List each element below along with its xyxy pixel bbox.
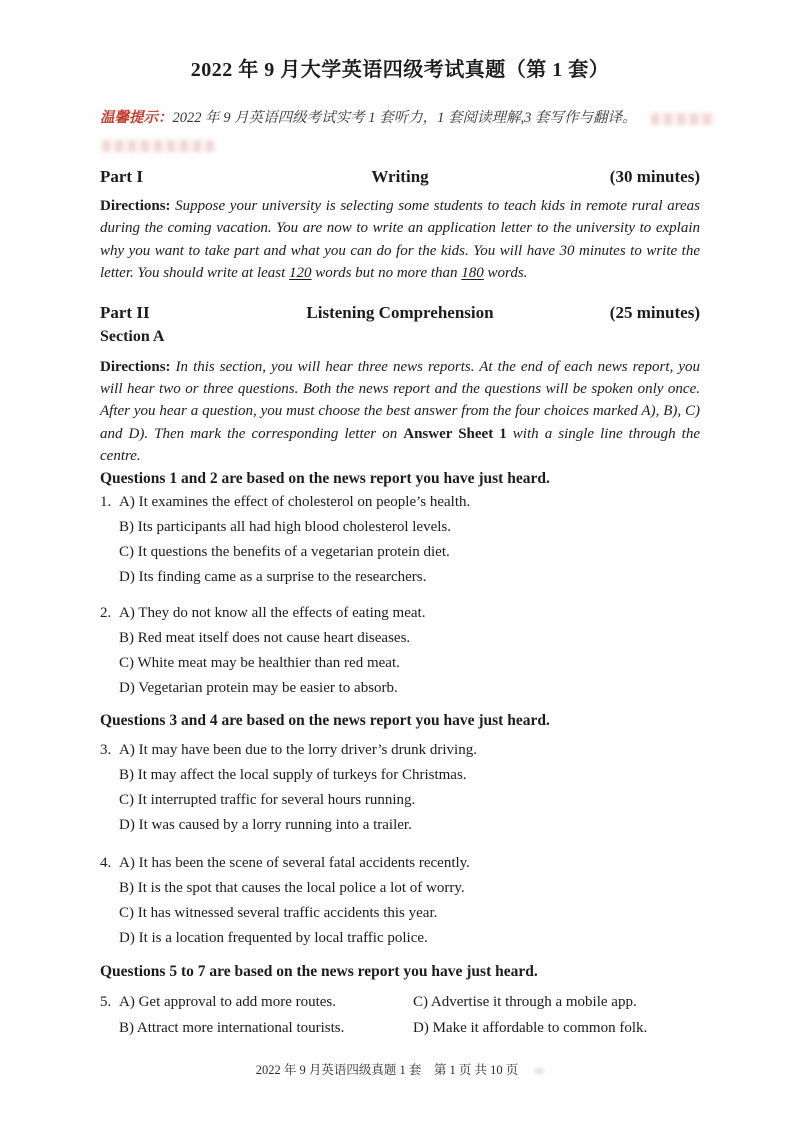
watermark-smudge-left: [102, 140, 214, 152]
option-c: C) White meat may be healthier than red meat.: [119, 654, 400, 671]
part1-title: Writing: [371, 167, 429, 186]
part1-directions-label: Directions:: [100, 198, 171, 214]
option-b: B) Its participants all had high blood cholesterol levels.: [119, 518, 452, 535]
option-d: D) Its finding came as a surprise to the researchers.: [119, 568, 427, 585]
question-number: 5.: [100, 993, 112, 1010]
question-3: [100, 738, 700, 838]
option-c: C) Advertise it through a mobile app.: [413, 993, 637, 1010]
option-a: A) Get approval to add more routes.: [119, 993, 337, 1010]
option-line: [100, 626, 700, 651]
option-line: [100, 901, 700, 926]
question-2: [100, 601, 700, 701]
option-c: C) It has witnessed several traffic accidents this year.: [119, 904, 438, 921]
question-4: [100, 851, 700, 951]
part2-directions-label: Directions:: [100, 358, 171, 375]
question-group-heading-1: Questions 1 and 2 are based on the news report you have just heard.: [100, 469, 550, 487]
option-row: [100, 1015, 700, 1041]
question-group-heading-3: Questions 5 to 7 are based on the news report you have just heard.: [100, 962, 538, 980]
option-b: B) It may affect the local supply of turkeys for Christmas.: [119, 766, 467, 783]
watermark-row: [100, 137, 700, 153]
min-word-count: 120: [289, 265, 312, 282]
option-b: B) It is the spot that causes the local police a lot of worry.: [119, 879, 465, 896]
option-d: D) It was caused by a lorry running into a trailer.: [119, 816, 412, 833]
page-footer-text: 2022 年 9 月英语四级真题 1 套 第 1 页 共 10 页: [255, 1063, 519, 1077]
option-line: [100, 813, 700, 838]
option-line: [100, 540, 700, 565]
notice-label: 温馨提示：: [100, 110, 173, 126]
option-line: [100, 738, 700, 763]
part2-title: Listening Comprehension: [306, 302, 494, 322]
option-d: D) Vegetarian protein may be easier to absorb.: [119, 679, 398, 696]
question-number: 4.: [100, 854, 112, 871]
part2-directions-text-2: with a single line through the centre.: [100, 425, 701, 465]
part2-duration: (25 minutes): [609, 302, 700, 322]
option-a: A) It may have been due to the lorry driver’s drunk driving.: [119, 741, 477, 758]
option-line: [100, 788, 700, 813]
option-line: [100, 676, 700, 701]
notice-text: 2022 年 9 月英语四级考试实考 1 套听力，1 套阅读理解,3 套写作与翻译。: [172, 110, 637, 126]
question-number: 1.: [100, 493, 112, 510]
exam-title: 2022 年 9 月大学英语四级考试真题（第 1 套）: [190, 59, 610, 81]
part1-duration: (30 minutes): [609, 167, 700, 186]
option-line: [100, 515, 700, 540]
part1-directions-text-1: Suppose your university is selecting some students to teach kids in remote rural areas during the coming vacation. You are now to write an application letter to the university to explain why you want to take part and what you can do for the kids. You will have 30 minutes to write the letter. You should write at least: [100, 198, 700, 282]
option-b: B) Attract more international tourists.: [119, 1019, 345, 1036]
option-row: [100, 989, 700, 1015]
option-line: [100, 1015, 413, 1041]
option-line: [100, 651, 700, 676]
section-a-label: Section A: [100, 327, 165, 345]
option-a: A) It examines the effect of cholesterol on people’s health.: [119, 493, 471, 510]
question-group-heading-2: Questions 3 and 4 are based on the news report you have just heard.: [100, 711, 550, 729]
part2-directions-text-1: In this section, you will hear three news reports. At the end of each news report, you will hear two or three questions. Both the news report and the questions will be spoken only once. After you hear a question, you must choose the best answer from the four choices marked A), B), C) and D). Then mark the corresponding letter on: [100, 358, 700, 442]
page-footer: [100, 1061, 700, 1079]
part1-heading: [100, 165, 700, 188]
notice-line: [100, 108, 700, 129]
option-line: [100, 490, 700, 515]
question-number: 2.: [100, 604, 112, 621]
option-b: B) Red meat itself does not cause heart diseases.: [119, 629, 411, 646]
max-word-count: 180: [461, 265, 484, 282]
question-number: 3.: [100, 741, 112, 758]
part2-directions: [100, 356, 700, 468]
option-line: [100, 601, 700, 626]
option-line: [100, 851, 700, 876]
answer-sheet-ref: Answer Sheet 1: [403, 425, 507, 442]
part2-heading: [100, 301, 700, 324]
option-line: [100, 926, 700, 951]
option-c: C) It interrupted traffic for several hours running.: [119, 791, 416, 808]
option-d: D) It is a location frequented by local traffic police.: [119, 929, 428, 946]
option-c: C) It questions the benefits of a vegetarian protein diet.: [119, 543, 450, 560]
footer-smudge: [534, 1068, 544, 1074]
option-line: [100, 565, 700, 590]
part1-directions-text-2: words but no more than: [311, 265, 462, 282]
option-d: D) Make it affordable to common folk.: [413, 1019, 648, 1036]
part1-directions: [100, 195, 700, 285]
option-a: A) It has been the scene of several fatal accidents recently.: [119, 854, 470, 871]
option-line: [100, 763, 700, 788]
option-a: A) They do not know all the effects of eating meat.: [119, 604, 426, 621]
part1-directions-text-3: words.: [483, 265, 528, 282]
option-line: [100, 989, 413, 1015]
part1-label: Part I: [100, 167, 143, 186]
option-line: [413, 1015, 647, 1041]
watermark-smudge-right: [651, 113, 715, 125]
part2-label: Part II: [100, 302, 150, 322]
option-line: [100, 876, 700, 901]
option-line: [413, 989, 637, 1015]
question-5: [100, 989, 700, 1041]
question-1: [100, 490, 700, 590]
